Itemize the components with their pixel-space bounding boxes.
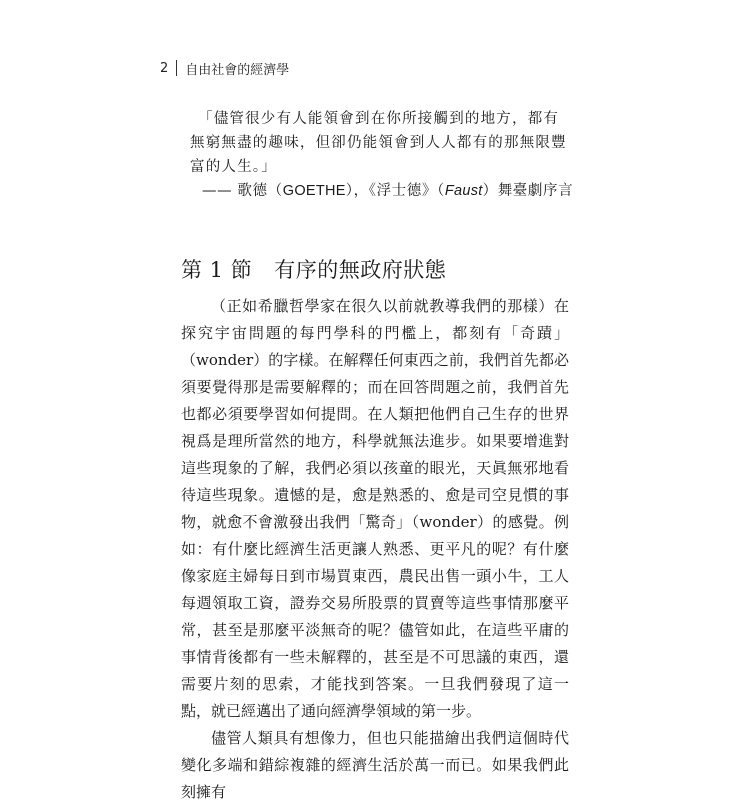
epigraph-quote: 「儘管很少有人能領會到在你所接觸到的地方，都有無窮無盡的趣味，但卻仍能領會到人人都有的那無限豐富的人生。」: [190, 111, 567, 175]
section-number: 第 1 節: [181, 258, 253, 282]
section-title: 有序的無政府狀態: [274, 258, 447, 282]
epigraph-author: 歌德: [237, 183, 268, 199]
epigraph: [190, 107, 574, 203]
paragraph: 儘管人類具有想像力，但也只能描繪出我們這個時代變化多端和錯綜複雜的經濟生活於萬一而已。如果我們此刻擁有: [181, 729, 569, 801]
body-text: [181, 293, 569, 806]
epigraph-source: 舞臺劇序言: [497, 183, 574, 199]
epigraph-work-latin: Faust: [444, 183, 483, 199]
page-number: 2: [160, 60, 169, 76]
epigraph-attribution: —— 歌德（GOETHE），《浮士德》（Faust）舞臺劇序言: [202, 183, 574, 199]
running-head: [160, 58, 289, 78]
book-title: 自由社會的經濟學: [185, 62, 290, 78]
paragraph: （正如希臘哲學家在很久以前就教導我們的那樣）在探究宇宙問題的每門學科的門檻上，都刻有「奇蹟」（wonder）的字樣。在解釋任何東西之前，我們首先都必須要覺得那是需要解釋的；而在回答問題之前，我們首先也都必須要學習如何提問。在人類把他們自己生存的世界視爲是理所當然的地方，科學就無法進步。如果要增進對這些現象的了解，我們必須以孩童的眼光，天眞無邪地看待這些現象。遺憾的是，愈是熟悉的、愈是司空見慣的事物，就愈不會激發出我們「驚奇」（wonder）的感覺。例如：有什麼比經濟生活更讓人熟悉、更平凡的呢？有什麼像家庭主婦每日到市場買東西，農民出售一頭小牛，工人每週領取工資，證券交易所股票的買賣等這些事情那麼平常，甚至是那麼平淡無奇的呢？儘管如此，在這些平庸的事情背後都有一些未解釋的，甚至是不可思議的東西，還需要片刻的思索，才能找到答案。一旦我們發現了這一點，就已經邁出了通向經濟學領域的第一步。: [181, 297, 569, 720]
section-heading: [181, 254, 446, 284]
epigraph-author-latin: GOETHE: [282, 183, 346, 199]
epigraph-work: 《浮士德》: [368, 183, 437, 199]
header-divider: [176, 60, 177, 76]
attribution-dash: ——: [202, 183, 233, 199]
